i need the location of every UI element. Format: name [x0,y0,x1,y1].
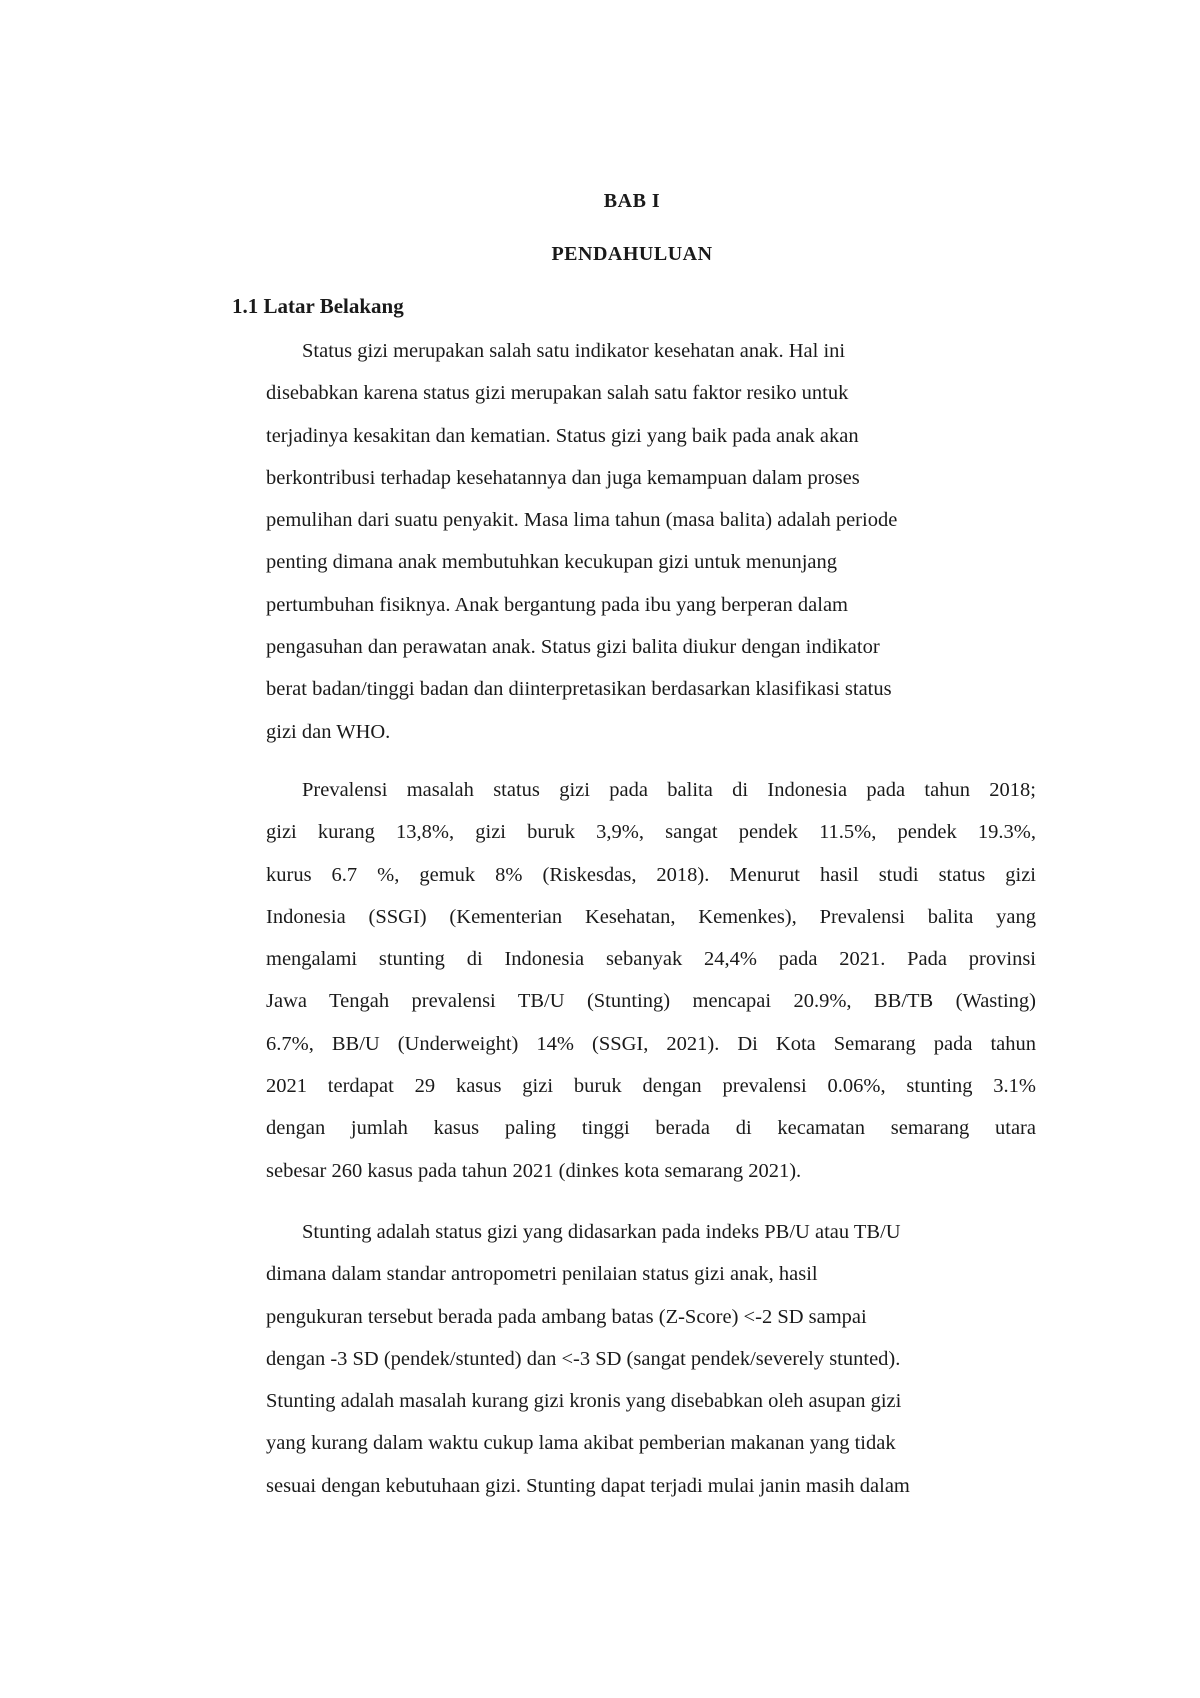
paragraph-line: berkontribusi terhadap kesehatannya dan juga kemampuan dalam proses [266,466,860,489]
paragraph-line: pengukuran tersebut berada pada ambang batas (Z-Score) <-2 SD sampai [266,1305,867,1328]
paragraph-line: pertumbuhan fisiknya. Anak bergantung pada ibu yang berperan dalam [266,593,848,616]
section-heading: 1.1 Latar Belakang [232,294,404,318]
paragraph-line: 6.7%, BB/U (Underweight) 14% (SSGI, 2021). Di Kota Semarang pada tahun [266,1032,1036,1055]
paragraph-line: Stunting adalah status gizi yang didasarkan pada indeks PB/U atau TB/U [302,1221,901,1243]
paragraph-line: berat badan/tinggi badan dan diinterpretasikan berdasarkan klasifikasi status [266,678,892,701]
paragraph-line: dengan -3 SD (pendek/stunted) dan <-3 SD (sangat pendek/severely stunted). [266,1347,901,1370]
paragraph-line: Stunting adalah masalah kurang gizi kronis yang disebabkan oleh asupan gizi [266,1390,902,1413]
paragraph-line: terjadinya kesakitan dan kematian. Status gizi yang baik pada anak akan [266,424,859,447]
paragraph-line: gizi dan WHO. [266,720,391,743]
paragraph-line: Indonesia (SSGI) (Kementerian Kesehatan, Kemenkes), Prevalensi balita yang [266,905,1036,928]
paragraph-2 [266,769,1036,1192]
paragraph-line: penting dimana anak membutuhkan kecukupan gizi untuk menunjang [266,551,838,574]
chapter-number: BAB I [603,190,661,212]
paragraph-line: sesuai dengan kebutuhaan gizi. Stunting dapat terjadi mulai janin masih dalam [266,1474,910,1497]
paragraph-1 [266,330,1036,753]
paragraph-line: Status gizi merupakan salah satu indikator kesehatan anak. Hal ini [302,340,846,362]
paragraph-line: pengasuhan dan perawatan anak. Status gizi balita diukur dengan indikator [266,636,880,659]
paragraph-line: Jawa Tengah prevalensi TB/U (Stunting) mencapai 20.9%, BB/TB (Wasting) [266,990,1036,1013]
paragraph-line: 2021 terdapat 29 kasus gizi buruk dengan prevalensi 0.06%, stunting 3.1% [266,1075,1036,1098]
paragraph-line: Prevalensi masalah status gizi pada balita di Indonesia pada tahun 2018; [302,779,1036,801]
chapter-title: PENDAHULUAN [551,243,713,265]
paragraph-line: pemulihan dari suatu penyakit. Masa lima tahun (masa balita) adalah periode [266,509,898,532]
paragraph-line: dimana dalam standar antropometri penilaian status gizi anak, hasil [266,1263,818,1286]
paragraph-line: gizi kurang 13,8%, gizi buruk 3,9%, sangat pendek 11.5%, pendek 19.3%, [266,821,1036,844]
paragraph-line: disebabkan karena status gizi merupakan salah satu faktor resiko untuk [266,382,849,405]
paragraph-3 [266,1211,1036,1507]
paragraph-line: sebesar 260 kasus pada tahun 2021 (dinkes kota semarang 2021). [266,1159,802,1182]
paragraph-line: yang kurang dalam waktu cukup lama akibat pemberian makanan yang tidak [266,1432,896,1455]
paragraph-line: kurus 6.7 %, gemuk 8% (Riskesdas, 2018). Menurut hasil studi status gizi [266,863,1036,886]
paragraph-line: mengalami stunting di Indonesia sebanyak 24,4% pada 2021. Pada provinsi [266,948,1036,971]
paragraph-line: dengan jumlah kasus paling tinggi berada di kecamatan semarang utara [266,1117,1036,1140]
